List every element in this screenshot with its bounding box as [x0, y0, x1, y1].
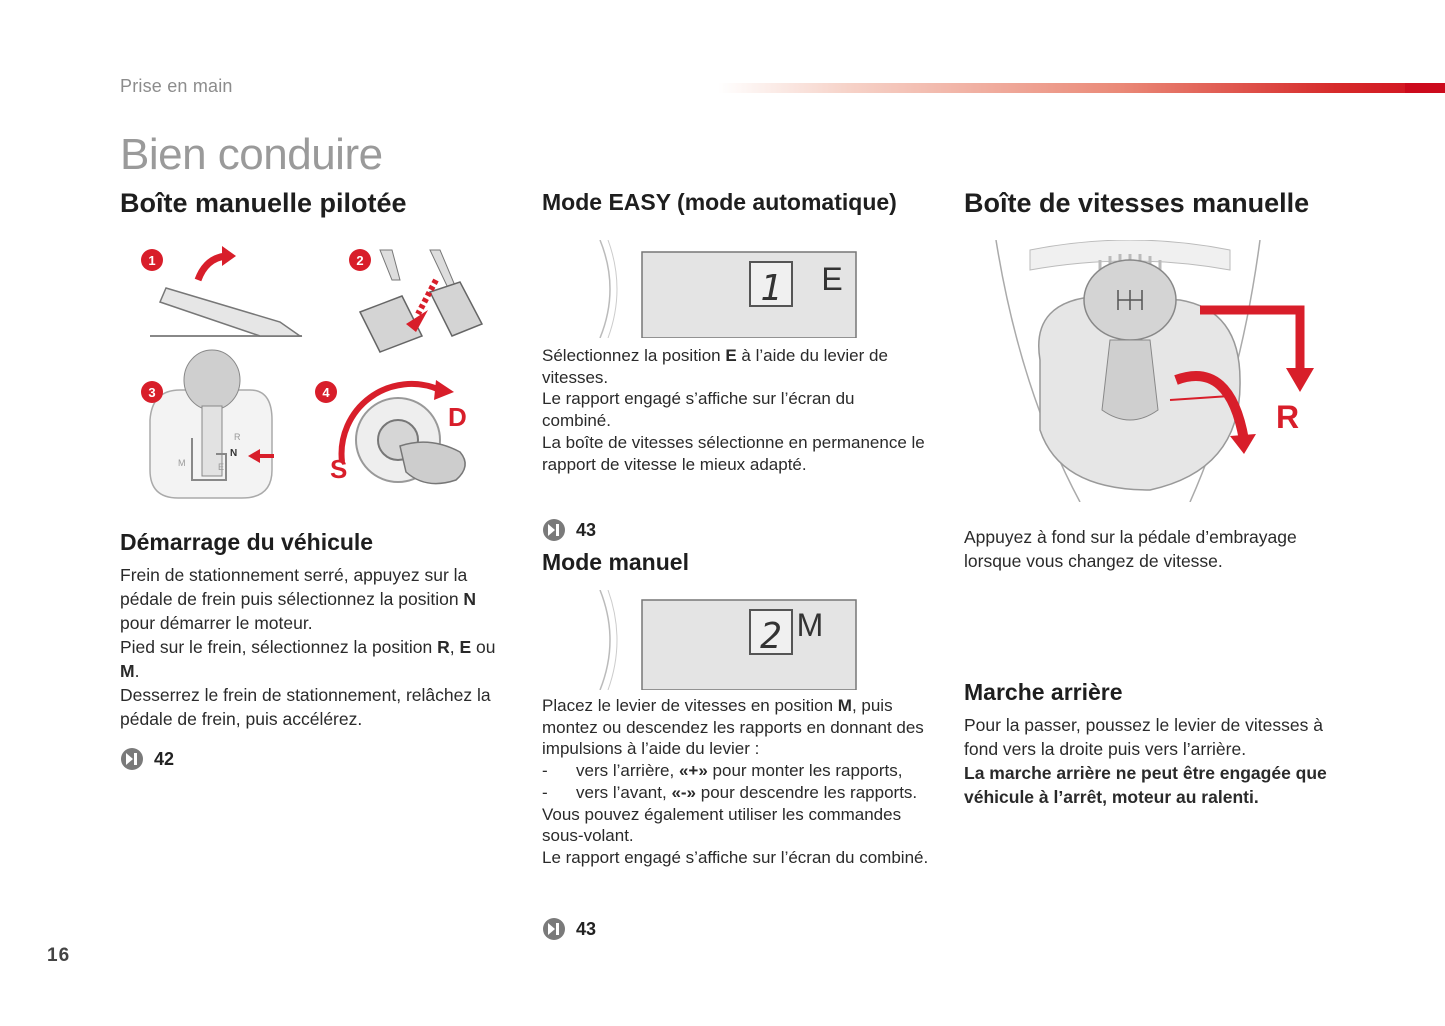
col2-easy-paragraph-2: Le rapport engagé s’affiche sur l’écran du combiné. — [542, 389, 855, 431]
col3-paragraph-2: Pour la passer, poussez le levier de vitesses à fond vers la droite puis vers l’arrière. — [964, 715, 1323, 759]
instrument-display-manual — [596, 590, 860, 690]
page-reference-number: 42 — [154, 748, 175, 769]
col1-paragraph-2: Pied sur le frein, sélectionnez la position R, E ou M. — [120, 637, 496, 681]
svg-text:4: 4 — [322, 385, 330, 400]
page-reference-icon — [120, 747, 144, 771]
col2-manual-paragraph-1: Placez le levier de vitesses en position M, puis montez ou descendez les rapports en donnant des impulsions à l’aide du levier : — [542, 696, 924, 759]
handbrake-figure — [141, 246, 302, 336]
manual-gearbox-illustration — [990, 240, 1320, 502]
page-title: Bien conduire — [120, 130, 383, 179]
gear-digit: 1 — [760, 268, 782, 309]
gear-mode: M — [796, 607, 824, 643]
page-reference-number: 43 — [576, 519, 597, 540]
svg-text:N: N — [230, 448, 238, 459]
svg-text:2: 2 — [356, 253, 364, 268]
gear-mode: E — [821, 261, 843, 297]
col2-manual-paragraph-2: Vous pouvez également utiliser les commandes sous-volant. — [542, 804, 902, 846]
svg-text:M: M — [178, 458, 186, 468]
col2-easy-body — [542, 345, 927, 475]
header-accent-bar — [718, 83, 1445, 93]
svg-text:3: 3 — [148, 385, 156, 400]
page-number: 16 — [47, 945, 71, 966]
svg-text:R: R — [234, 432, 241, 442]
col2-easy-paragraph-1: Sélectionnez la position E à l’aide du levier de vitesses. — [542, 346, 888, 387]
reverse-label: R — [1276, 399, 1300, 435]
page-reference-number: 43 — [576, 918, 597, 939]
col1-paragraph-1: Frein de stationnement serré, appuyez sur la pédale de frein puis sélectionnez la position N pour démarrer le moteur. — [120, 565, 477, 633]
col3-body-2 — [964, 713, 1359, 809]
page-reference-link[interactable] — [120, 747, 174, 771]
col3-paragraph-1: Appuyez à fond sur la pédale d’embrayage lorsque vous changez de vitesse. — [964, 527, 1297, 571]
col1-paragraph-3: Desserrez le frein de stationnement, relâchez la pédale de frein, puis accélérez. — [120, 685, 491, 729]
svg-text:S: S — [330, 454, 348, 484]
col3-body-1 — [964, 525, 1344, 573]
col1-body — [120, 563, 500, 731]
page-reference-link[interactable] — [542, 917, 596, 941]
gear-digit: 2 — [760, 616, 782, 657]
col3-subheading: Marche arrière — [964, 679, 1123, 705]
instrument-display-easy — [596, 240, 860, 338]
ignition-key-figure — [315, 380, 467, 484]
col2-manual-paragraph-3: Le rapport engagé s’affiche sur l’écran du combiné. — [542, 847, 929, 867]
page-reference-icon — [542, 917, 566, 941]
svg-text:D: D — [448, 402, 467, 432]
page-reference-link[interactable] — [542, 518, 596, 542]
bullet-item: - vers l’arrière, «+» pour monter les rapports, — [542, 761, 903, 781]
bullet-item: - vers l’avant, «-» pour descendre les rapports. — [542, 782, 918, 802]
pedals-figure — [349, 249, 482, 352]
svg-text:E: E — [218, 462, 225, 472]
col3-heading: Boîte de vitesses manuelle — [964, 188, 1310, 218]
col2-manual-body — [542, 695, 937, 869]
col3-paragraph-3: La marche arrière ne peut être engagée que véhicule à l’arrêt, moteur au ralenti. — [964, 763, 1327, 807]
section-label: Prise en main — [120, 76, 233, 96]
col2-easy-paragraph-3: La boîte de vitesses sélectionne en permanence le rapport de vitesse le mieux adapté. — [542, 432, 925, 474]
page-reference-icon — [542, 518, 566, 542]
col2-heading-easy: Mode EASY (mode automatique) — [542, 189, 897, 215]
step-label: 1 — [148, 253, 156, 268]
col1-subheading: Démarrage du véhicule — [120, 529, 374, 555]
selector-lever-figure — [141, 350, 274, 498]
col2-heading-manual: Mode manuel — [542, 549, 689, 575]
header-accent-bar-end — [1405, 83, 1445, 93]
robotised-gearbox-illustration — [130, 240, 500, 502]
col1-heading: Boîte manuelle pilotée — [120, 188, 407, 218]
